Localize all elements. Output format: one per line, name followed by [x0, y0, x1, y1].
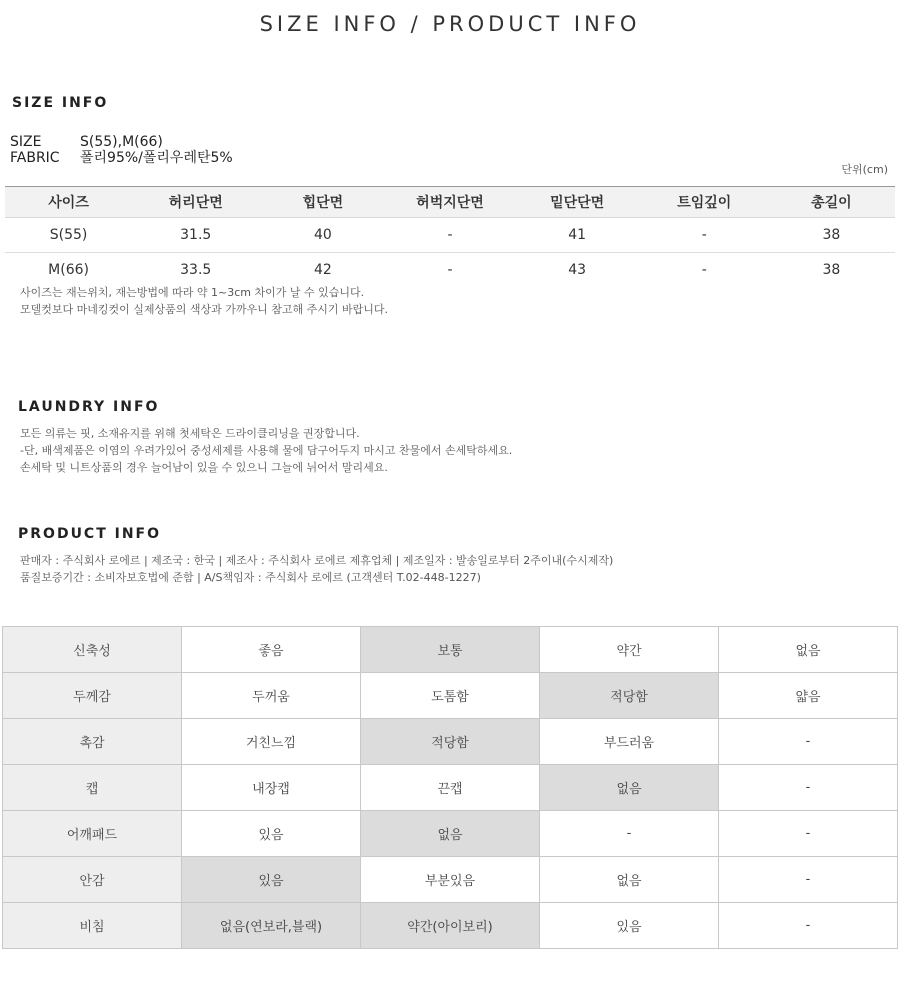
- fabric-option: 없음(연보라,블랙): [182, 903, 361, 949]
- fabric-option: 부분있음: [361, 857, 540, 903]
- laundry-line: 모든 의류는 핏, 소재유지를 위해 첫세탁은 드라이클리닝을 권장합니다.: [20, 427, 360, 440]
- table-row: [5, 218, 895, 253]
- product-notes: [20, 552, 613, 586]
- size-table-header-row: [5, 187, 895, 218]
- table-cell: -: [386, 218, 513, 253]
- fabric-row-label: 캡: [3, 765, 182, 811]
- fabric-option: 있음: [182, 857, 361, 903]
- fabric-row-label: 비침: [3, 903, 182, 949]
- table-cell: M(66): [48, 262, 89, 278]
- fabric-option: 있음: [182, 811, 361, 857]
- table-cell: -: [641, 218, 768, 253]
- fabric-option: -: [719, 719, 898, 765]
- fabric-option: 약간(아이보리): [361, 903, 540, 949]
- fabric-option: -: [719, 857, 898, 903]
- table-cell: 43: [568, 262, 587, 278]
- laundry-info-heading: LAUNDRY INFO: [18, 399, 160, 415]
- fabric-option: 적당함: [361, 719, 540, 765]
- laundry-notes: [20, 425, 512, 476]
- fabric-table: [2, 626, 898, 949]
- fabric-option: -: [719, 903, 898, 949]
- fabric-label: FABRIC: [10, 150, 60, 166]
- product-line: 품질보증기간 : 소비자보호법에 준함 | A/S책임자 : 주식회사 로에르 (고객센터 T.02-448-1227): [20, 571, 481, 584]
- size-table-header: 트임깊이: [641, 187, 768, 218]
- fabric-option: 없음: [719, 627, 898, 673]
- size-table: [5, 186, 895, 287]
- fabric-value: 폴리95%/폴리우레탄5%: [80, 150, 233, 166]
- fabric-option: -: [540, 811, 719, 857]
- table-row: [5, 253, 895, 288]
- fabric-option: 없음: [540, 857, 719, 903]
- table-cell: -: [701, 262, 707, 278]
- fabric-option: 있음: [540, 903, 719, 949]
- table-row: [3, 627, 898, 673]
- fabric-option: -: [719, 765, 898, 811]
- page-title: SIZE INFO / PRODUCT INFO: [259, 12, 641, 36]
- fabric-option: 부드러움: [540, 719, 719, 765]
- product-line: 판매자 : 주식회사 로에르 | 제조국 : 한국 | 제조사 : 주식회사 로에르 제휴업체 | 제조일자 : 발송일로부터 2주이내(수시제작): [20, 554, 614, 567]
- fabric-option: 없음: [361, 811, 540, 857]
- table-row: [3, 857, 898, 903]
- size-table-header: 총길이: [768, 187, 895, 218]
- fabric-option: 거친느낌: [182, 719, 361, 765]
- fabric-option: 약간: [540, 627, 719, 673]
- product-info-heading: PRODUCT INFO: [18, 526, 162, 542]
- fabric-row-label: 신축성: [3, 627, 182, 673]
- laundry-line: 손세탁 및 니트상품의 경우 늘어남이 있을 수 있으니 그늘에 뉘어서 말리세요.: [20, 461, 388, 474]
- size-note-line: 사이즈는 재는위치, 재는방법에 따라 약 1~3cm 차이가 날 수 있습니다.: [20, 286, 365, 299]
- table-row: [3, 765, 898, 811]
- size-notes: [20, 284, 388, 318]
- size-info-heading: SIZE INFO: [12, 95, 109, 111]
- table-cell: 33.5: [180, 262, 212, 278]
- fabric-row-label: 두께감: [3, 673, 182, 719]
- fabric-row-label: 촉감: [3, 719, 182, 765]
- fabric-row-label: 어깨패드: [3, 811, 182, 857]
- fabric-option: 보통: [361, 627, 540, 673]
- size-table-header: 밑단단면: [514, 187, 641, 218]
- table-cell: 40: [259, 218, 386, 253]
- fabric-option: 두꺼움: [182, 673, 361, 719]
- size-table-header: 허리단면: [132, 187, 259, 218]
- fabric-option: 도톰함: [361, 673, 540, 719]
- table-cell: 42: [313, 262, 332, 278]
- table-row: [3, 673, 898, 719]
- size-table-header: 허벅지단면: [386, 187, 513, 218]
- table-row: [3, 719, 898, 765]
- table-row: [3, 811, 898, 857]
- table-cell: 41: [514, 218, 641, 253]
- fabric-option: 적당함: [540, 673, 719, 719]
- size-table-header: 사이즈: [5, 187, 132, 218]
- table-cell: -: [447, 262, 453, 278]
- fabric-option: 내장캡: [182, 765, 361, 811]
- table-row: [3, 903, 898, 949]
- fabric-option: 좋음: [182, 627, 361, 673]
- table-cell: 31.5: [132, 218, 259, 253]
- fabric-option: 끈캡: [361, 765, 540, 811]
- fabric-row-label: 안감: [3, 857, 182, 903]
- unit-note: 단위(cm): [841, 163, 888, 176]
- size-table-header: 힙단면: [259, 187, 386, 218]
- table-cell: S(55): [5, 218, 132, 253]
- fabric-option: 얇음: [719, 673, 898, 719]
- size-value: S(55),M(66): [80, 134, 163, 150]
- size-note-line: 모델컷보다 마네킹컷이 실제상품의 색상과 가까우니 참고해 주시기 바랍니다.: [20, 303, 389, 316]
- fabric-option: 없음: [540, 765, 719, 811]
- table-cell: 38: [822, 262, 841, 278]
- laundry-line: -단, 배색제품은 이염의 우려가있어 중성세제를 사용해 물에 담구어두지 마시고 찬물에서 손세탁하세요.: [20, 444, 513, 457]
- fabric-option: -: [719, 811, 898, 857]
- size-label: SIZE: [10, 134, 42, 150]
- table-cell: 38: [768, 218, 895, 253]
